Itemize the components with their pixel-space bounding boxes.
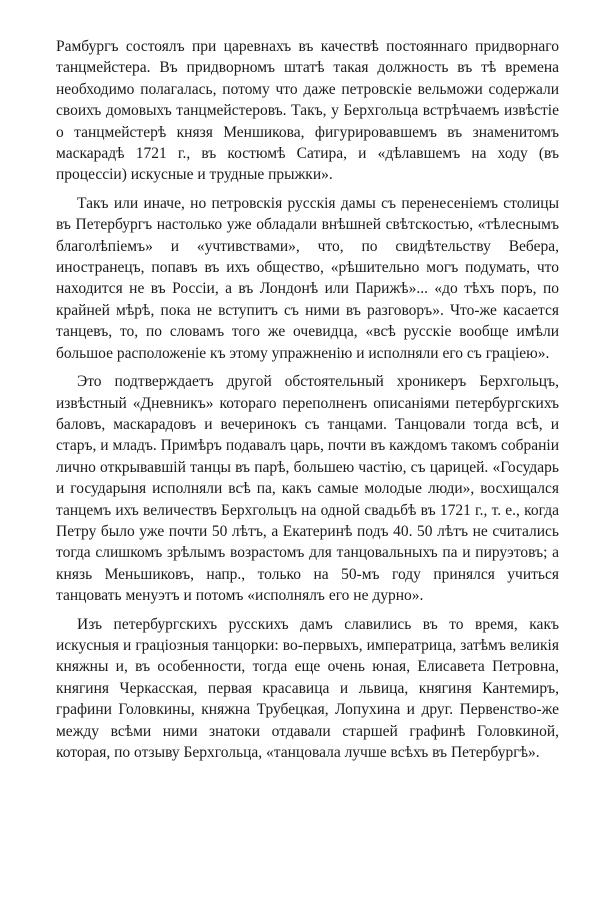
- paragraph: Это подтверждаетъ другой обстоятельный хроникеръ Берхгольцъ, извѣстный «Дневникъ» котораго переполненъ описаніями петербургскихъ баловъ, маскарадовъ и вечеринокъ съ танцами. Танцовали тогда всѣ, и старъ, и младъ. Примѣръ подавалъ царь, почти въ каждомъ такомъ собраніи лично открывавшій танцы въ парѣ, большею частію, съ царицей. «Государь и государыня исполняли всѣ па, какъ самые молодые люди», восхищался танцемъ ихъ величествъ Берхгольцъ на одной свадьбѣ въ 1721 г., т. е., когда Петру было уже почти 50 лѣтъ, а Екатеринѣ подъ 40. 50 лѣтъ не считались тогда слишкомъ зрѣлымъ возрастомъ для танцовальныхъ па и пируэтовъ; а князь Меньшиковъ, напр., только на 50-мъ году принялся учиться танцовать менуэтъ и потомъ «исполнялъ его не дурно».: [56, 373, 559, 605]
- paragraph: Рамбургъ состоялъ при царевнахъ въ качествѣ постояннаго придворнаго танцмейстера. Въ придворномъ штатѣ такая должность въ тѣ времена необходимо полагалась, потому что даже петровскіе вельможи содержали своихъ домовыхъ танцмейстеровъ. Такъ, у Берхгольца встрѣчаемъ извѣстіе о танцмейстерѣ князя Меншикова, фигурировавшемъ въ знаменитомъ маскарадѣ 1721 г., въ костюмѣ Сатира, и «дѣлавшемъ на ходу (въ процессіи) искусные и трудные прыжки».: [56, 38, 559, 184]
- paragraph: Такъ или иначе, но петровскія русскія дамы съ перенесеніемъ столицы въ Петербургъ настолько уже обладали внѣшней свѣтскостью, «тѣлеснымъ благолѣпіемъ» и «учтивствами», что, по свидѣтельству Вебера, иностранецъ, попавъ въ ихъ общество, «рѣшительно могъ подумать, что находится не въ Россіи, а въ Лондонѣ или Парижѣ»... «до тѣхъ поръ, по крайней мѣрѣ, пока не вступитъ съ ними въ разговоръ». Что-же касается танцевъ, то, по словамъ того же очевидца, «всѣ русскіе вообще имѣли большое расположеніе къ этому упражненію и исполняли его съ граціею».: [56, 194, 559, 362]
- document-page: [56, 36, 559, 876]
- paragraph: Изъ петербургскихъ русскихъ дамъ славились въ то время, какъ искусныя и граціозныя танцорки: во-первыхъ, императрица, затѣмъ великія княжны и, въ особенности, тогда еще очень юная, Елисавета Петровна, княгиня Черкасская, первая красавица и львица, княгиня Кантемиръ, графини Головкины, княжна Трубецкая, Лопухина и друг. Первенство-же между всѣми ними знатоки отдавали старшей графинѣ Головкиной, которая, по отзыву Берхгольца, «танцовала лучше всѣхъ въ Петербургѣ».: [56, 615, 559, 761]
